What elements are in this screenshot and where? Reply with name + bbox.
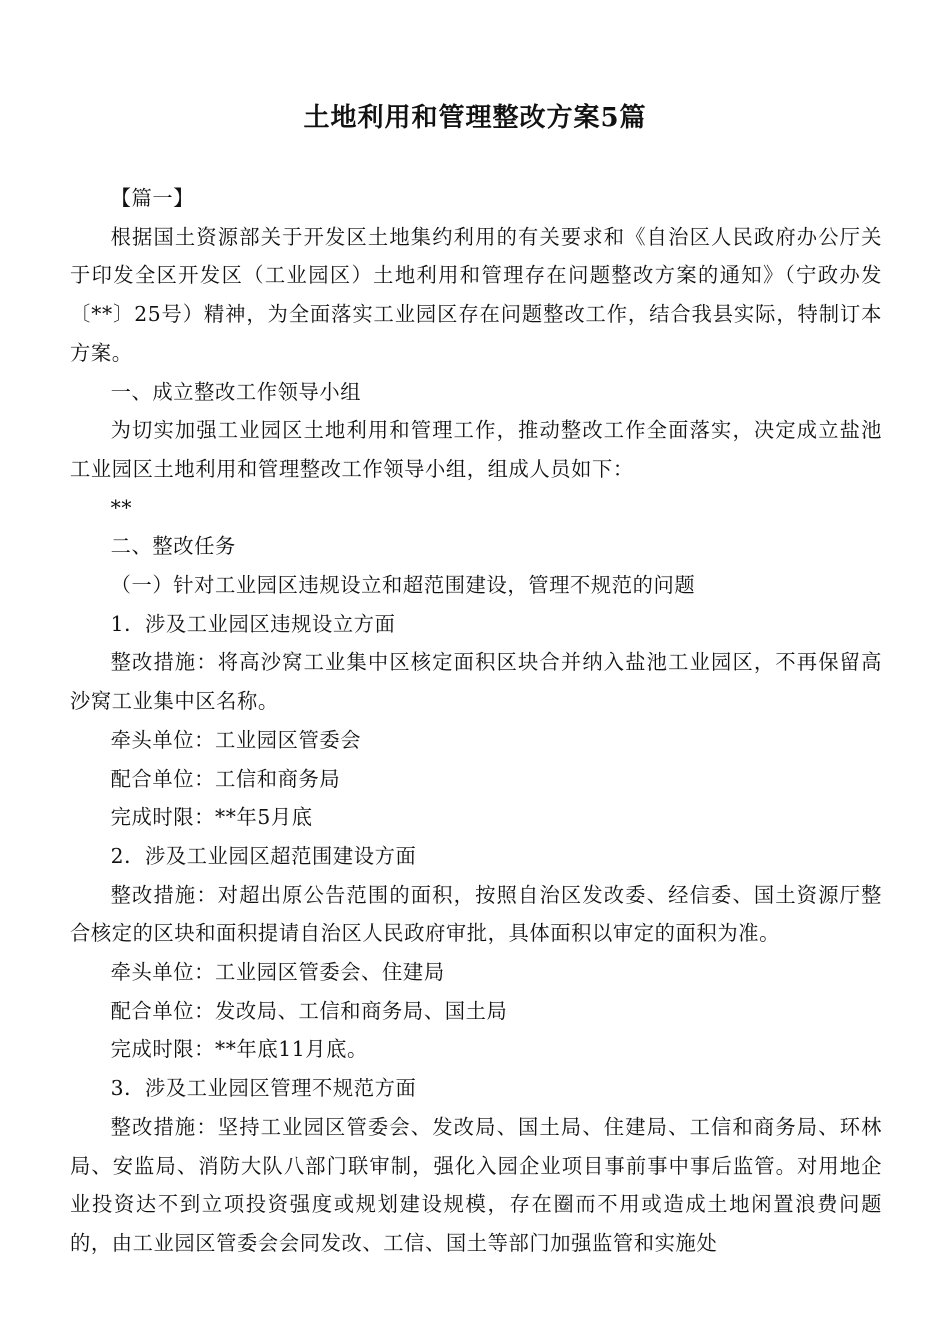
- heading-leadership-group: 一、成立整改工作领导小组: [110, 379, 362, 404]
- subheading-problem-1: （一）针对工业园区违规设立和超范围建设，管理不规范的问题: [110, 573, 696, 598]
- paragraph-leadership-group: 为切实加强工业园区土地利用和管理工作，推动整改工作全面落实，决定成立盐池工业园区土地利用和管理整改工作领导小组，组成人员如下：: [70, 418, 882, 481]
- deadline-1: 完成时限：**年5月底: [110, 805, 313, 830]
- item-heading-2: 2．涉及工业园区超范围建设方面: [110, 843, 417, 868]
- support-unit-2: 配合单位：发改局、工信和商务局、国土局: [110, 998, 508, 1023]
- measures-1: 整改措施：将高沙窝工业集中区核定面积区块合并纳入盐池工业园区，不再保留高沙窝工业集中区名称。: [70, 650, 882, 714]
- lead-unit-2: 牵头单位：工业园区管委会、住建局: [110, 960, 445, 985]
- measures-3: 整改措施：坚持工业园区管委会、发改局、国土局、住建局、工信和商务局、环林局、安监局、消防大队八部门联审制，强化入园企业项目事前事中事后监管。对用地企业投资达不到立项投资强度或规划建设规模，存在圈而不用或造成土地闲置浪费问题的，由工业园区管委会会同发改、工信、国土等部门加强监管和实施处: [70, 1114, 882, 1255]
- document-body: [70, 179, 882, 1263]
- support-unit-1: 配合单位：工信和商务局: [110, 766, 341, 791]
- lead-unit-1: 牵头单位：工业园区管委会: [110, 727, 362, 752]
- section-heading-pian-1: 【篇一】: [110, 186, 195, 210]
- document-title: 土地利用和管理整改方案5篇: [303, 103, 647, 133]
- paragraph-intro: 根据国土资源部关于开发区土地集约利用的有关要求和《自治区人民政府办公厅关于印发全区开发区（工业园区）土地利用和管理存在问题整改方案的通知》（宁政办发〔**〕25号）精神，为全面落实工业园区存在问题整改工作，结合我县实际，特制订本方案。: [70, 224, 882, 365]
- item-heading-1: 1．涉及工业园区违规设立方面: [110, 611, 396, 636]
- paragraph-members: **: [110, 495, 133, 520]
- heading-tasks: 二、整改任务: [110, 534, 236, 559]
- deadline-2: 完成时限：**年底11月底。: [110, 1037, 368, 1062]
- item-heading-3: 3．涉及工业园区管理不规范方面: [110, 1076, 417, 1101]
- measures-2: 整改措施：对超出原公告范围的面积，按照自治区发改委、经信委、国土资源厅整合核定的区块和面积提请自治区人民政府审批，具体面积以审定的面积为准。: [70, 882, 882, 946]
